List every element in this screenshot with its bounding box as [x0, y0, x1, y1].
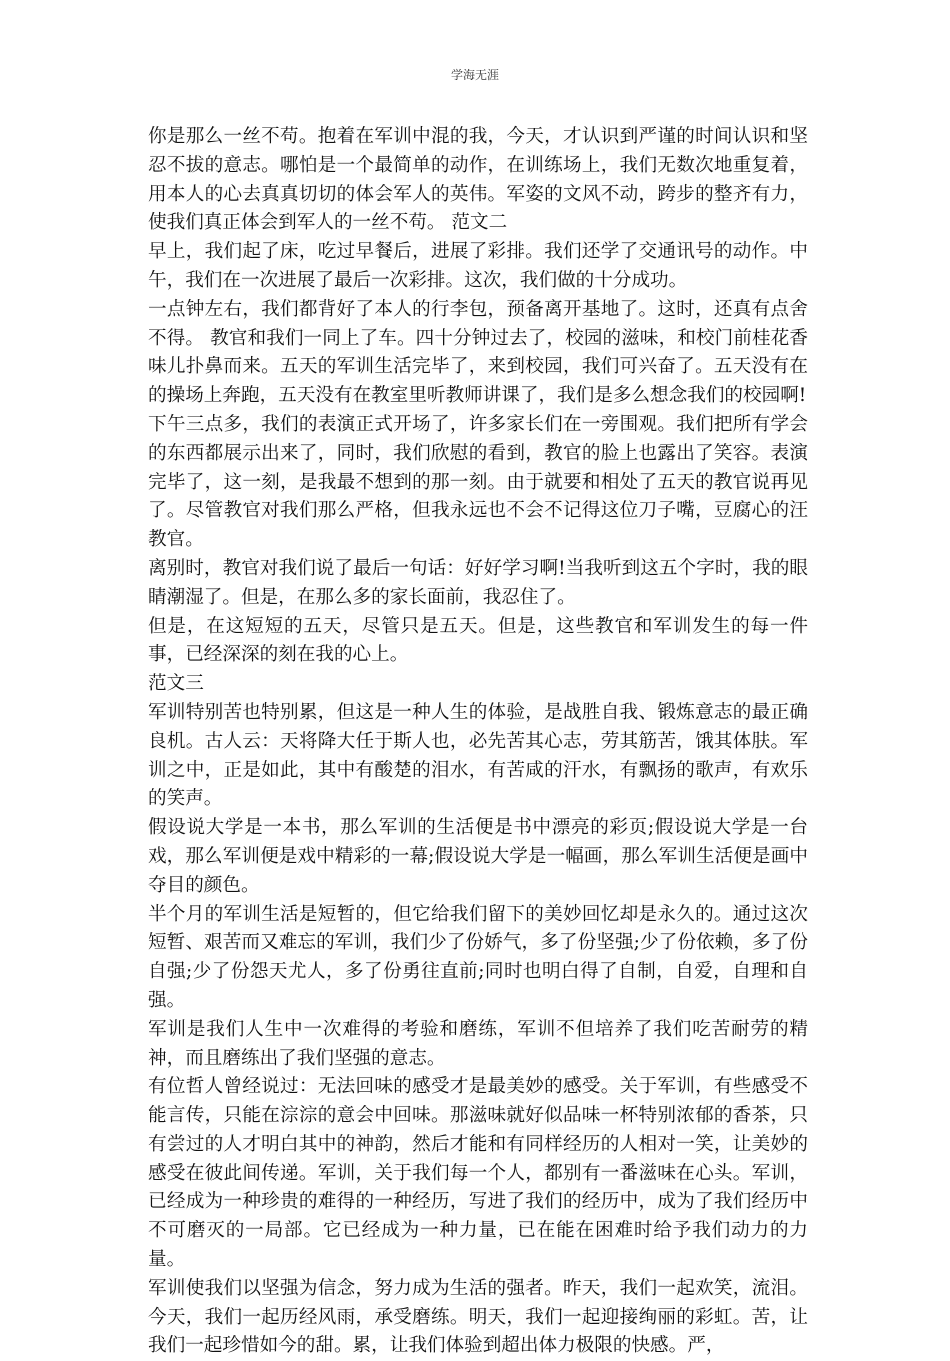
paragraph: 但是，在这短短的五天，尽管只是五天。但是，这些教官和军训发生的每一件事，已经深深的刻在我的心上。	[148, 615, 808, 666]
paragraph: 军训特别苦也特别累，但这是一种人生的体验，是战胜自我、锻炼意志的最正确良机。古人云：天将降大任于斯人也，必先苦其心志，劳其筋苦，饿其体肤。军训之中，正是如此，其中有酸楚的泪水，有苦咸的汗水，有飘扬的歌声，有欢乐的笑声。	[148, 701, 808, 810]
paragraph: 下午三点多，我们的表演正式开场了，许多家长们在一旁围观。我们把所有学会的东西都展示出来了，同时，我们欣慰的看到，教官的脸上也露出了笑容。表演完毕了，这一刻，是我最不想到的那一刻。由于就要和相处了五天的教官说再见了。尽管教官对我们那么严格，但我永远也不会不记得这位刀子嘴，豆腐心的汪教官。	[148, 413, 808, 551]
document-body	[148, 123, 808, 1361]
paragraph: 一点钟左右，我们都背好了本人的行李包，预备离开基地了。这时，还真有点舍不得。 教官和我们一同上了车。四十分钟过去了，校园的滋味，和校门前桂花香味儿扑鼻而来。五天的军训生活完毕了，来到校园，我们可兴奋了。五天没有在的操场上奔跑，五天没有在教室里听教师讲课了，我们是多么想念我们的校园啊!	[148, 298, 808, 407]
paragraph: 离别时，教官对我们说了最后一句话：好好学习啊!当我听到这五个字时，我的眼睛潮湿了。但是，在那么多的家长面前，我忍住了。	[148, 557, 808, 608]
paragraph: 军训是我们人生中一次难得的考验和磨练，军训不但培养了我们吃苦耐劳的精神，而且磨练出了我们坚强的意志。	[148, 1018, 808, 1069]
paragraph: 军训使我们以坚强为信念，努力成为生活的强者。昨天，我们一起欢笑，流泪。今天，我们一起历经风雨，承受磨练。明天，我们一起迎接绚丽的彩虹。苦，让我们一起珍惜如今的甜。累，让我们体验到超出体力极限的快感。严，	[148, 1277, 808, 1357]
section-heading: 范文三	[148, 673, 204, 695]
page-header: 学海无涯	[450, 68, 499, 82]
paragraph: 早上，我们起了床，吃过早餐后，进展了彩排。我们还学了交通讯号的动作。中午，我们在一次进展了最后一次彩排。这次，我们做的十分成功。	[148, 241, 808, 291]
paragraph: 半个月的军训生活是短暂的，但它给我们留下的美妙回忆却是永久的。通过这次短暂、艰苦而又难忘的军训，我们少了份娇气，多了份坚强;少了份依赖，多了份自强;少了份怨天尤人，多了份勇往直前;同时也明白得了自制，自爱，自理和自强。	[148, 903, 808, 1011]
paragraph: 假设说大学是一本书，那么军训的生活便是书中漂亮的彩页;假设说大学是一台戏，那么军训便是戏中精彩的一幕;假设说大学是一幅画，那么军训生活便是画中夺目的颜色。	[148, 817, 808, 896]
paragraph: 你是那么一丝不苟。抱着在军训中混的我，今天，才认识到严谨的时间认识和坚忍不拔的意志。哪怕是一个最简单的动作，在训练场上，我们无数次地重复着，用本人的心去真真切切的体会军人的英伟。军姿的文风不动，跨步的整齐有力，使我们真正体会到军人的一丝不苟。 范文二	[148, 126, 808, 234]
paragraph: 有位哲人曾经说过：无法回味的感受才是最美妙的感受。关于军训，有些感受不能言传，只能在淙淙的意会中回味。那滋味就好似品味一杯特别浓郁的香茶，只有尝过的人才明白其中的神韵，然后才能和有同样经历的人相对一笑，让美妙的感受在彼此间传递。军训，关于我们每一个人，都别有一番滋味在心头。军训，已经成为一种珍贵的难得的一种经历，写进了我们的经历中，成为了我们经历中不可磨灭的一局部。它已经成为一种力量，已在能在困难时给予我们动力的力量。	[148, 1076, 808, 1271]
